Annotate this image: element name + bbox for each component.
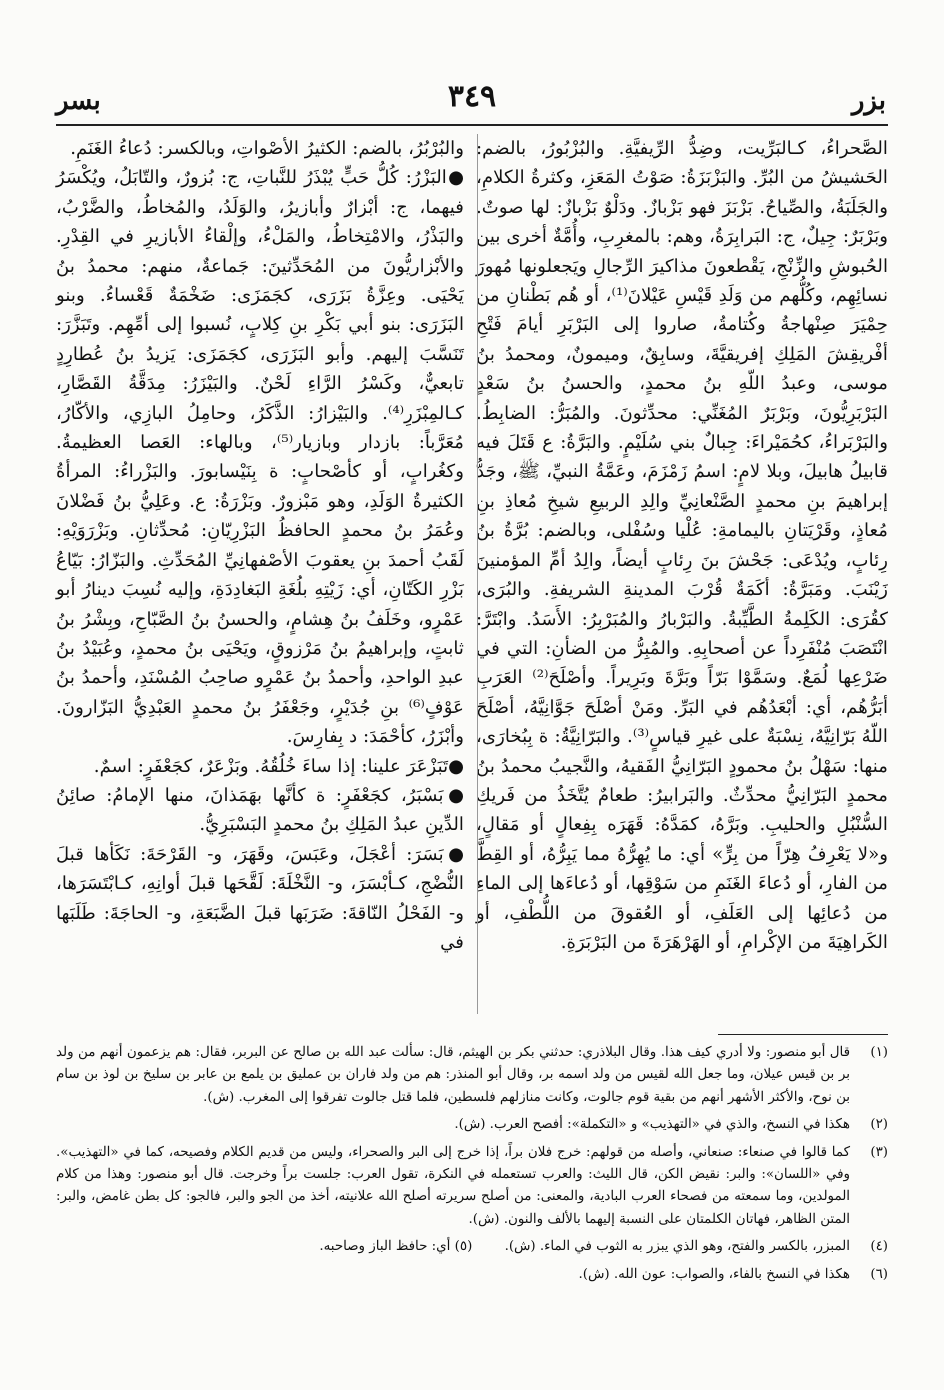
footnote-number: (٣) [870, 1144, 888, 1160]
footnote-text: هكذا في النسخ، والذي في «التهذيب» و «التكملة»: أفصح العرب. (ش). [454, 1117, 850, 1133]
entry-bazr: ●البَزْرُ: كُلُّ حَبٍّ يُبْذَرُ للنَّباتِ، ج: بُزورٌ، والتّابَلُ، ويُكْسَرُ فيهما، ج: أبْزارٌ وأبازيرُ، والوَلَدُ، والمُخاطُ، والضَّرْبُ، والبَذْرُ، والامْتِخاطُ، والمَلْءُ، وإلْقاءُ الأبازيرِ في القِدْرِ. والأبْزاريُّونَ من المُحَدِّثينَ: جَماعةٌ، منهم: محمدُ بنُ يَحْيَى. وعِزَّةُ بَزَرَى، كجَمَزَى: ضَخْمَةٌ قَعْساءُ. وبنو البَزَرَى: بنو أبي بَكْرِ بنِ كِلابٍ، نُسبوا إلى أمِّهِم. وتَبَزَّرَ: تَنَسَّبَ إليهم. وأبو البَزَرَى، كجَمَزَى: يَزيدُ بنُ عُطارِدٍ تابعيٌّ، وكَسْرُ الرَّاءِ لَحْنٌ. والبَيْزَرُ: مِدَقَّةُ القَصَّارِ، كـالمِبْزَرِ⁽⁴⁾. والبَيْزارُ: الذَّكَرُ، وحامِلُ البازِي، والأكّارُ، مُعَرَّباً: بازدار وبازيار⁽⁵⁾، وبالهاء: العَصا العظيمةُ. وكغُرابٍ، أو كأصْحابٍ: ة بِنَيْسابورَ. والبَزْراءُ: المرأةُ الكثيرةُ الوَلَدِ، وهو مَبْزورٌ. وبَزْرَةُ: ع. وعَلِيُّ بنُ فَضْلانَ وعُمَرُ بنُ محمدٍ الحافظُ البَزْرِيّانِ: مُحدِّثانِ. وبَزْرَوَيْهِ: لَقَبُ أحمدَ بنِ يعقوبَ الأصْفهانِيِّ المُحَدِّثِ. والبَزّارُ: بَيّاعُ بَزْرِ الكَتّانِ، أي: زَيْتِهِ بلُغَةِ البَغادِدَةِ، وإليه نُسِبَ دينارُ أبو عَمْرٍو، وخَلَفُ بنُ هِشامٍ، والحسنُ بنُ الصَّبّاحِ، وبِشْرُ بنُ ثابتٍ، وإبراهيمُ بنُ مَرْزوقٍ، ويَحْيَى بنُ محمدٍ، وعُبَيْدُ بنُ عبدِ الواحدِ، وأحمدُ بنُ عَمْرٍو صاحِبُ المُسْنَدِ، وأحمدُ بنُ عَوْفٍ⁽⁶⁾ بنِ جُدَيْرٍ، وجَعْفَرُ بنُ محمدٍ العَبْدِيُّ البَزّارونَ. وأبْزَرُ، كأحْمَدَ: د بِفارِسَ. [56, 167, 464, 748]
footnote [56, 1264, 888, 1286]
footnote [56, 1236, 888, 1258]
footnote-rule [718, 1034, 888, 1035]
header-rule [56, 124, 888, 126]
footnote-number: (٦) [870, 1266, 888, 1282]
footnote-text: هكذا في النسخ بالفاء، والصواب: عون الله. (ش). [578, 1266, 850, 1282]
page-number: ٣٤٩ [447, 79, 497, 114]
footnote [56, 1042, 888, 1109]
column-divider [477, 134, 478, 1014]
footnote-number: (٤) [870, 1239, 888, 1255]
left-column [56, 134, 464, 957]
footnote [56, 1142, 888, 1232]
entry-basbar: ●بَسْبَرُ، كجَعْفَرٍ: ة كأنَّها بهَمَذانَ، منها الإمامُ: صائِنُ الدِّينِ عبدُ المَلِكِ بنُ محمدٍ البَسْبَرِيُّ. [56, 784, 464, 836]
left-column-paragraph: والبُرْبُرُ، بالضم: الكثيرُ الأصْواتِ، وبالكسر: دُعاءُ الغَنَمِ. [70, 138, 464, 159]
footnote-text [56, 1236, 850, 1258]
right-column [476, 134, 888, 957]
footnote-number: (٥) [454, 1239, 473, 1255]
footnote-text-part: المبزر، بالكسر والفتح، وهو الذي يبزر به الثوب في الماء. (ش). [504, 1239, 850, 1255]
footnote-number: (١) [870, 1045, 888, 1060]
footnotes [56, 1042, 888, 1291]
footnote-text-part: أي: حافظ الباز وصاحبه. [319, 1239, 451, 1255]
footnote-text: قال أبو منصور: ولا أدري كيف هذا. وقال البلاذري: حدثني بكر بن الهيثم، قال: سألت عبد الله بن صالح عن البربر، فقال: هم يزعمون أنهم من ولد بر بن قيس عيلان، وما جعل الله لقيس من ولد اسمه بر، وقال أبو المنذر: هم من ولد فاران بن عمليق بن يلمع بن عابر بن سليخ بن لوذ بن سام بن نوح، والأكثر الأشهر أنهم من بقية قوم جالوت، وكانت منازلهم فلسطين، فلما قتل جالوت تفرقوا إلى المغرب. (ش). [56, 1045, 850, 1105]
footnote-text: كما قالوا في صنعاء: صنعاني، وأصله من قولهم: خرج فلان براً، إذا خرج إلى البر والصحراء، وليس من قديم الكلام وفصيحه، كما في «التهذيب». وفي «اللسان»: والبر: نقيض الكن، قال الليث: والعرب تستعمله في النكرة، تقول العرب: جلست براً وخرجت. قال أبو منصور: وهذا من كلام المولدين، وما سمعته من فصحاء العرب البادية، والمعنى: من أصلح سريرته أصلح الله علانيته، أخذ من الجو والبر، فالجو: كل بطن غامض، والبر: المتن الظاهر، فهاتان الكلمتان على النسبة إليهما بالألف والنون. (ش). [56, 1144, 850, 1227]
entry-tabazar: ●تَبَزْعَرَ علينا: إذا ساءَ خُلُقُهُ. وبَزْعَرٌ، كجَعْفَرٍ: اسمٌ. [93, 755, 464, 777]
footnote [56, 1114, 888, 1136]
entry-basar: ●بَسَرَ: أعْجَلَ، وعَبَسَ، وقَهَرَ، و- القَرْحَةَ: نَكَأها قبلَ النُّضْجِ، كـأبْسَرَ، و- النَّخْلَةَ: لَقَّحَها قبلَ أوانِهِ، كـابْتَسَرَها، و- الفَحْلُ النّاقةَ: ضَرَبَها قبلَ الضَّبَعَةِ، و- الحاجَةَ: طَلَبَها في [56, 843, 464, 953]
header-left-word: بسر [56, 86, 101, 116]
header-right-word: بزر [851, 86, 886, 116]
footnote-number: (٢) [870, 1117, 888, 1133]
right-column-paragraph: الصَّحراءُ، كـالبَرِّيت، وضِدُّ الرِّيفيَّةِ. والبُزْبُورُ، بالضم: الحَشيشُ من البُرِّ. والبَزْبَزَةُ: صَوْتُ المَعَزِ، وكثرةُ الكلامِ، والجَلَبَةُ، والصِّياحُ. بَزْبَزَ فهو بَزْبازٌ. ودَلْوٌ بَزْبازٌ: لها صوتٌ. وبَرْبَرٌ: جِيلٌ، ج: البَرابِرَةُ، وهم: بالمغرِبِ، وأُمَّةٌ أخرى بين الحُبوشِ والزِّنْجِ، يَقْطعونَ مذاكيرَ الرِّجالِ ويَجعلونها مُهورَ نسائِهِم، وكُلُّهم من وَلَدِ قَيْسِ عَيْلانَ⁽¹⁾، أو هُم بَطْنانِ من حِمْيَرَ صِنْهاجةُ وكُتامةُ، صاروا إلى البَرْبَرِ أيامَ فَتْحِ أفْريقِشَ المَلِكِ إفريقيَّةَ، وسابِقٌ، وميمونٌ، ومحمدُ بنُ موسى، وعبدُ اللّهِ بنُ محمدٍ، والحسنُ بنُ سَعْدٍ البَرْبَرِيُّونَ، وبَرْبَرٌ المُغَنِّي: محدِّثونَ. والمُبَرُّ: الضابِطُ. والبَرْبَراءُ، كحُمَيْراءَ: جِبالٌ بني سُلَيْمٍ. والبَرَّةُ: ع قَتَلَ فيه قابيلُ هابيلَ، وبلا لامٍ: اسمُ زَمْزَمَ، وعَمَّةُ النبيِّ، ﷺ، وجَدُّ إبراهيمَ بنِ محمدٍ الصَّنْعانِيِّ والِدِ الربيعِ شيخِ مُعاذِ بنِ مُعاذٍ، وقَرْيَتانِ باليمامةِ: عُلْيا وسُفْلى، وبالضم: بُرَّةُ بنُ رِئابٍ، ويُدْعَى: جَحْشَ بنَ رِئابٍ أيضاً، والِدُ أمِّ المؤمنينَ زَيْنَبَ. ومَبَرَّةُ: أكَمَةٌ قُرْبَ المدينةِ الشريفةِ. والبُرَى، كقُرَى: الكَلِمةُ الطَّيِّبةُ. والبَرْبارُ والمُبَرْبِرُ: الأَسَدُ. وابْتَرَّ: انْتَصَبَ مُنْفَرِداً عن أصحابِهِ. والمُبِرُّ من الضأنِ: التي في ضَرْعِها لُمَعٌ. وسَمَّوْا بَرّاً وبَرَّةَ وبَرِيراً. وأصْلَحَ⁽²⁾ العَرَبِ أبَرُّهُم، أي: أبْعَدُهُم في البَرِّ. ومَنْ أصْلَحَ جَوَّانِيَّهُ، أصْلَحَ اللّهُ بَرّانِيَّهُ، نِسْبَةٌ على غيرِ قياسٍ⁽³⁾. والبَرّانِيَّةُ: ة بِبُخارَى، منها: سَهْلُ بنُ محمودٍ البَرّانِيُّ الفَقيهُ، والنَّجيبُ محمدُ بنُ محمدٍ البَرّانِيُّ محدِّثٌ. والبَرابيرُ: طعامٌ يُتَّخَذُ من فَريكِ السُّنْبُلِ والحليبِ. وبَرَّهُ، كمَدَّهُ: قَهَرَه بِفِعالٍ أو مَقالٍ، و«لا يَعْرِفُ هِرّاً من بِرٍّ» أي: ما يُهِرُّهُ مما يَبِرُّهُ، أو القِطَّ من الفارِ، أو دُعاءَ الغَنَمِ من سَوْقِها، أو دُعاءَها إلى الماءِ من دُعائِها إلى العَلَفِ، أو العُقوقَ من اللُّطْفِ، أو الكَراهِيَةَ من الإكْرامِ، أو الهَرْهَرَةَ من البَرْبَرَةِ. [476, 138, 889, 953]
